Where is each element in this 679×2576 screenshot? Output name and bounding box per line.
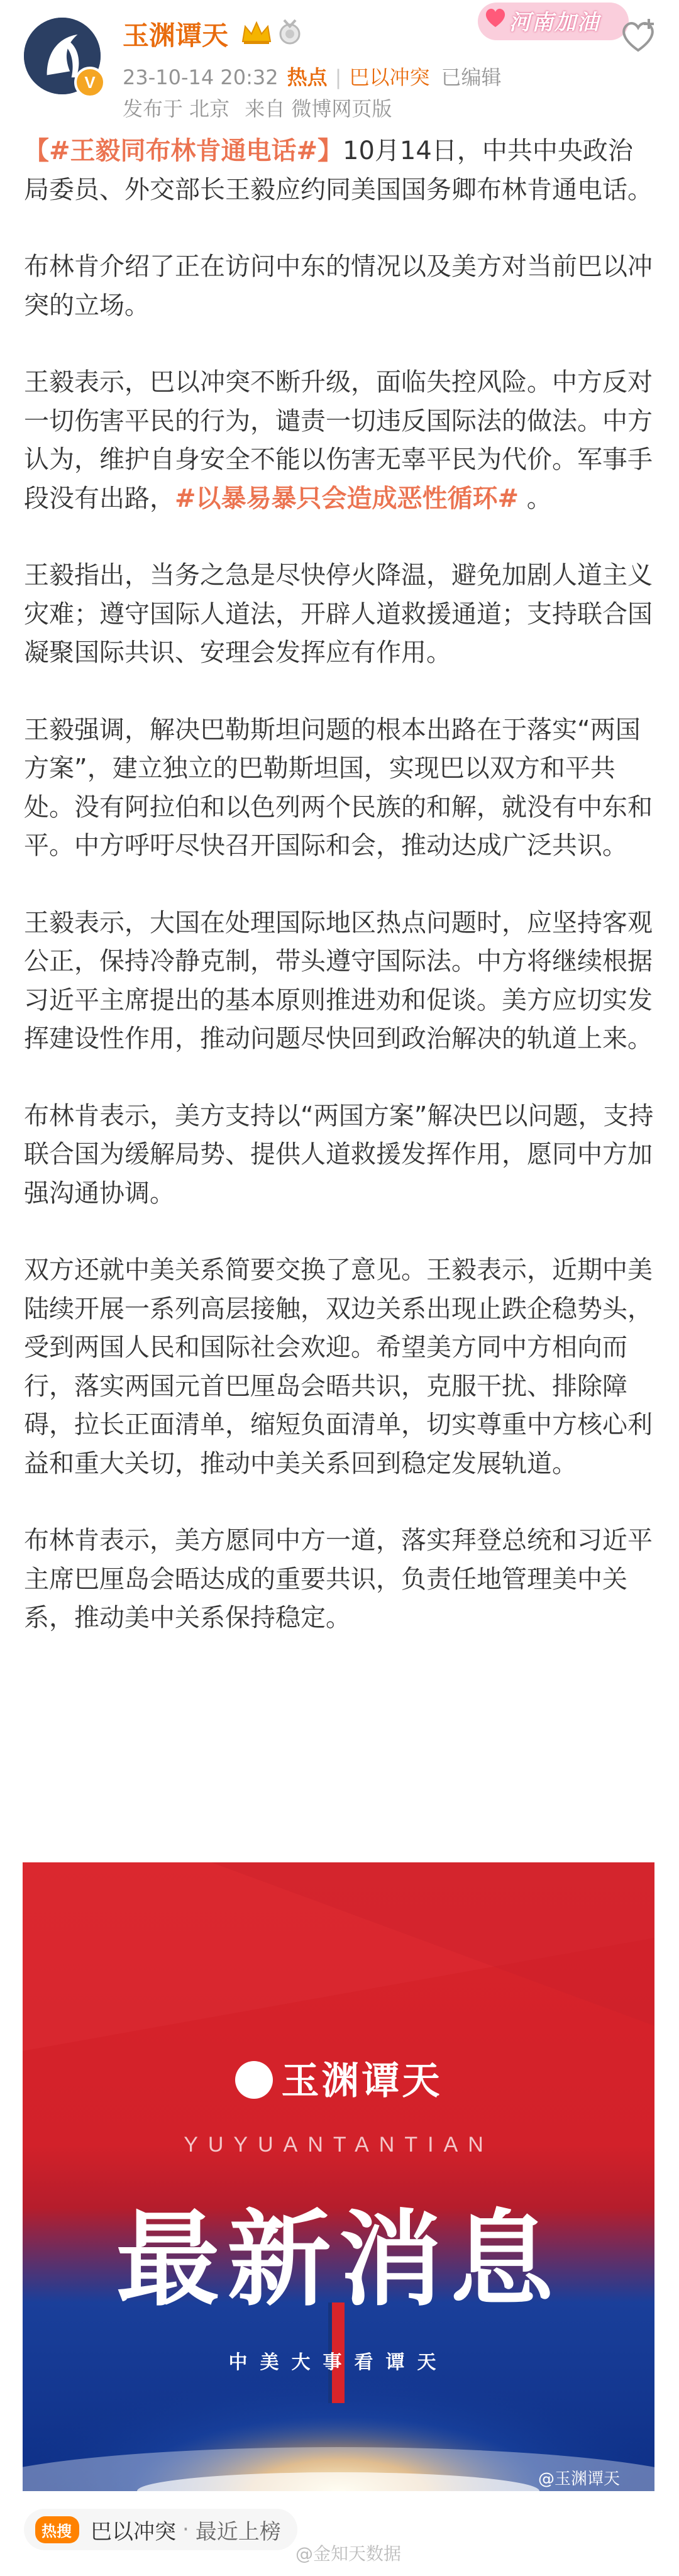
poster-watermark: @玉渊谭天 [538, 2470, 621, 2489]
paragraph-6: 王毅表示，大国在处理国际地区热点问题时，应坚持客观公正，保持冷静克制，带头遵守国际法。中方将继续根据习近平主席提出的基本原则推进劝和促谈。美方应切实发挥建设性作用，推动问题尽快回到政治解决的轨道上来。 [24, 908, 653, 1053]
poster-logo-text: 玉渊谭天 [281, 2059, 443, 2103]
paragraph-text: 。 [519, 484, 552, 513]
paragraph-7: 布林肯表示，美方支持以“两国方案”解决巴以问题，支持联合国为缓解局势、提供人道救援发挥作用，愿同中方加强沟通协调。 [24, 1101, 654, 1208]
post-image[interactable] [23, 1862, 654, 2491]
paragraph-text: 10月14日，中共中央政治局委员、外交部长王毅应约同美国国务卿布林肯通电话。 [24, 136, 653, 204]
paragraph-1 [24, 132, 655, 209]
post-content [24, 132, 655, 1676]
location: 发布于 北京 [123, 97, 230, 121]
paragraph-3 [24, 363, 655, 518]
paragraph-4: 王毅指出，当务之急是尽快停火降温，避免加剧人道主义灾难；遵守国际人道法，开辟人道救援通道；支持联合国凝聚国际共识、安理会发挥应有作用。 [24, 561, 653, 667]
topic-link[interactable]: 巴以冲突 [349, 65, 430, 89]
post-header [0, 0, 679, 126]
hot-search-badge: 热搜 [35, 2516, 79, 2543]
poster-subtitle: 中美大事看谭天 [228, 2352, 449, 2374]
bottom-watermark: @金知天数据 [295, 2543, 402, 2564]
chip-dot: · [182, 2517, 189, 2542]
poster-logo [23, 2051, 654, 2105]
paragraph-text: 王毅表示，巴以冲突不断升级，面临失控风险。中方反对一切伤害平民的行为，谴责一切违反国际法的做法。中方认为，维护自身安全不能以伤害无辜平民为代价。军事手段没有出路， [24, 368, 653, 513]
topic-chip-label: 巴以冲突 [91, 2519, 176, 2545]
medal-icon [278, 19, 302, 47]
poster-english: YUYUANTANTIAN [184, 2133, 494, 2157]
paragraph-8: 双方还就中美关系简要交换了意见。王毅表示，近期中美陆续开展一系列高层接触，双边关系出现止跌企稳势头，受到两国人民和国际社会欢迎。希望美方同中方相向而行，落实两国元首巴厘岛会晤共识，克服干扰、排除障碍，拉长正面清单，缩短负面清单，切实尊重中方核心利益和重大关切，推动中美关系回到稳定发展轨道。 [24, 1256, 653, 1478]
post-meta [123, 62, 501, 91]
hot-label: 热点 [287, 65, 328, 89]
hashtag-link[interactable]: 【#王毅同布林肯通电话#】 [24, 136, 343, 165]
username[interactable]: 玉渊谭天 [123, 20, 229, 51]
meta-divider: | [334, 65, 342, 89]
timestamp: 23-10-14 20:32 [123, 65, 279, 89]
paragraph-9: 布林肯表示，美方愿同中方一道，落实拜登总统和习近平主席巴厘岛会晤达成的重要共识，负责任地管理美中关系，推动美中关系保持稳定。 [24, 1526, 653, 1632]
crown-icon [240, 20, 273, 45]
topic-chip[interactable] [24, 2509, 297, 2550]
follow-heart-icon[interactable] [616, 14, 660, 58]
poster-logo-icon [235, 2061, 273, 2099]
hashtag-link[interactable]: #以暴易暴只会造成恶性循环# [175, 484, 519, 513]
source: 来自 微博网页版 [245, 97, 392, 121]
topic-chip-status: 最近上榜 [195, 2519, 281, 2545]
edited-label: 已编辑 [441, 65, 502, 89]
paragraph-2: 布林肯介绍了正在访问中东的情况以及美方对当前巴以冲突的立场。 [24, 252, 653, 320]
poster-title: 最新消息 [116, 2199, 561, 2320]
verified-badge: V [74, 67, 106, 98]
paragraph-5: 王毅强调，解决巴勒斯坦问题的根本出路在于落实“两国方案”，建立独立的巴勒斯坦国，实现巴以双方和平共处。没有阿拉伯和以色列两个民族的和解，就没有中东和平。中方呼吁尽快召开国际和会，推动达成广泛共识。 [24, 715, 653, 860]
heart-icon [483, 5, 508, 30]
post-source [123, 93, 407, 122]
decoration-text: 河南加油 [509, 10, 600, 35]
